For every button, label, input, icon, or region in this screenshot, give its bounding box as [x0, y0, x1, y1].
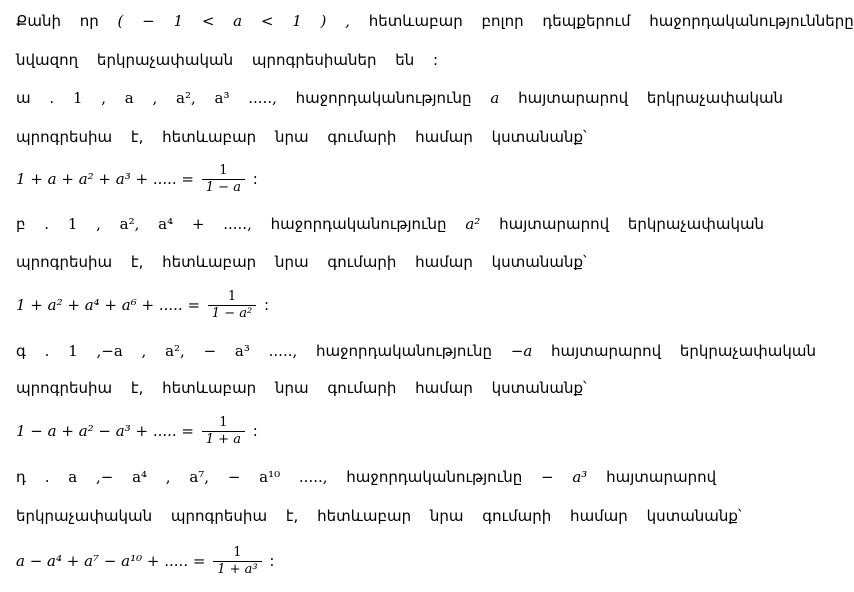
sum-lhs: a − a⁴ + a⁷ − a¹⁰ + ..... = — [16, 552, 206, 570]
conclusion-text: պրոգրեսիա է, հետևաբար նրա գումարի համար կստանանք՝ — [16, 128, 587, 146]
intro-text-2: նվազող երկրաչափական պրոգրեսիաներ են : — [16, 51, 439, 69]
case-b-formula — [16, 285, 269, 325]
ratio: a² — [465, 215, 481, 233]
formula-end: : — [263, 296, 270, 314]
case-c-formula — [16, 411, 258, 451]
intro-line-1 — [16, 11, 854, 31]
ratio-text: հայտարարով — [606, 468, 717, 486]
case-a-line-2 — [16, 127, 587, 147]
conclusion-text: պրոգրեսիա է, հետևաբար նրա գումարի համար կստանանք՝ — [16, 253, 587, 271]
case-a-line-1 — [16, 88, 783, 108]
ratio-text: հայտարարով երկրաչափական — [499, 215, 765, 233]
fraction-denominator: 1 − a — [205, 180, 241, 195]
fraction-denominator: 1 − a² — [211, 306, 253, 321]
intro-text-b: հետևաբար բոլոր դեպքերում հաջորդականությունները — [368, 12, 854, 30]
conclusion-text: պրոգրեսիա է, հետևաբար նրա գումարի համար կստանանք՝ — [16, 379, 587, 397]
fraction-numerator: 1 — [202, 163, 245, 180]
sequence-text: հաջորդականությունը — [316, 342, 492, 360]
ratio: − a³ — [541, 468, 588, 486]
fraction-numerator: 1 — [202, 415, 245, 432]
case-c-line-2 — [16, 378, 587, 398]
fraction-numerator: 1 — [213, 545, 261, 562]
sum-lhs: 1 + a + a² + a³ + ..... = — [16, 170, 194, 188]
case-label: դ . — [16, 468, 50, 486]
fraction — [202, 415, 245, 448]
intro-text-a: Քանի որ — [16, 12, 99, 30]
sequence-text: հաջորդականությունը — [270, 215, 447, 233]
sum-lhs: 1 − a + a² − a³ + ..... = — [16, 422, 194, 440]
intro-condition: ( − 1 < a < 1 ) , — [117, 12, 350, 30]
sequence-text: հաջորդականությունը — [346, 468, 523, 486]
case-d-formula — [16, 541, 274, 581]
fraction — [208, 289, 256, 322]
intro-line-2 — [16, 50, 438, 70]
case-label: ա . — [16, 89, 55, 107]
case-label: բ . — [16, 215, 50, 233]
case-label: գ . — [16, 342, 50, 360]
formula-end: : — [252, 170, 258, 188]
case-d-line-2 — [16, 506, 742, 526]
fraction — [202, 163, 245, 196]
case-a-formula — [16, 159, 258, 199]
case-b-line-1 — [16, 214, 764, 234]
case-c-line-1 — [16, 341, 816, 361]
fraction — [213, 545, 261, 578]
ratio-text: հայտարարով երկրաչափական — [551, 342, 817, 360]
fraction-denominator: 1 + a — [205, 432, 241, 447]
conclusion-text: երկրաչափական պրոգրեսիա է, հետևաբար նրա գումարի համար կստանանք՝ — [16, 507, 742, 525]
case-d-line-1 — [16, 467, 716, 487]
fraction-numerator: 1 — [208, 289, 256, 306]
sequence: 1 , a², a⁴ + ....., — [67, 215, 252, 233]
sequence: a ,− a⁴ , a⁷, − a¹⁰ ....., — [68, 468, 328, 486]
ratio-text: հայտարարով երկրաչափական — [518, 89, 784, 107]
formula-end: : — [252, 422, 258, 440]
sequence: 1 ,−a , a², − a³ ....., — [68, 342, 298, 360]
sum-lhs: 1 + a² + a⁴ + a⁶ + ..... = — [16, 296, 201, 314]
sequence: 1 , a , a², a³ ....., — [72, 89, 277, 107]
fraction-denominator: 1 + a³ — [217, 562, 258, 577]
ratio: −a — [510, 342, 533, 360]
ratio: a — [490, 89, 500, 107]
formula-end: : — [269, 552, 275, 570]
case-b-line-2 — [16, 252, 587, 272]
sequence-text: հաջորդականությունը — [295, 89, 472, 107]
